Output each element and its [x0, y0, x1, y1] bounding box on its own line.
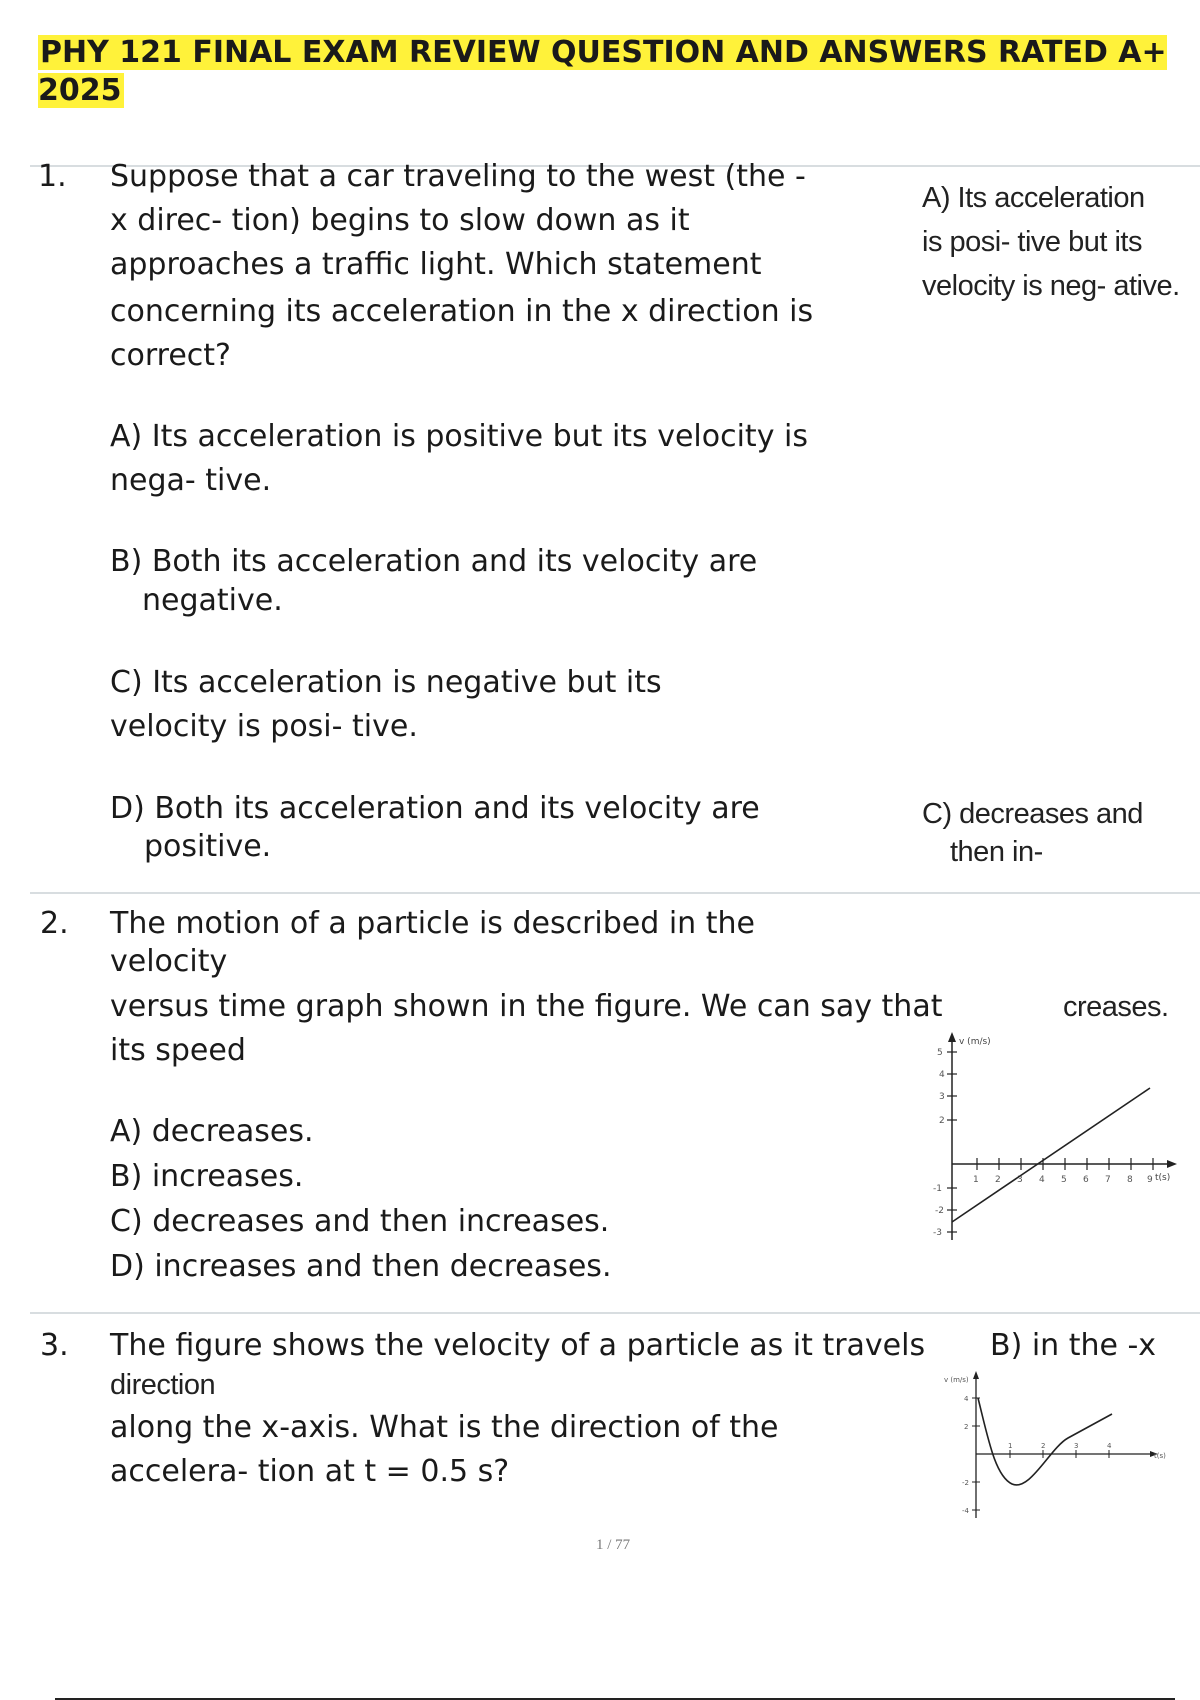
- q3-line-2: direction: [110, 1369, 216, 1401]
- q2-x-ticklabel-7: 7: [1105, 1175, 1111, 1185]
- q1-option-d-line-1: D) Both its acceleration and its velocity are: [110, 791, 760, 826]
- q2-line-3: versus time graph shown in the figure. We can say that: [110, 989, 943, 1024]
- q2-x-ticklabel-4: 4: [1039, 1175, 1045, 1185]
- q3-x-ticklabel-2: 2: [1041, 1442, 1046, 1450]
- q2-option-a: A) decreases.: [110, 1114, 314, 1149]
- q2-line-3-side: creases.: [1063, 991, 1169, 1023]
- q2-number: 2.: [40, 906, 69, 941]
- q3-y-ticklabel-m4: -4: [962, 1507, 969, 1515]
- q1-option-c-line-2: velocity is posi- tive.: [110, 709, 418, 744]
- q1-option-a-line-1: A) Its acceleration is positive but its velocity is: [110, 419, 808, 454]
- q2-y-ticklabel-m2: -2: [935, 1206, 944, 1216]
- q3-y-label: v (m/s): [944, 1376, 969, 1384]
- q1-answer-line-3: velocity is neg- ative.: [922, 270, 1180, 302]
- q1-option-d-line-2: positive.: [144, 829, 272, 864]
- q2-x-ticklabel-1: 1: [973, 1175, 979, 1185]
- q2-y-ticklabel-m1: -1: [933, 1184, 942, 1194]
- q3-velocity-graph: [940, 1368, 1170, 1523]
- q2-side-line-1: C) decreases and: [922, 798, 1143, 830]
- q2-option-c: C) decreases and then increases.: [110, 1204, 610, 1239]
- q2-line-2: velocity: [110, 944, 228, 979]
- title-highlight: PHY 121 FINAL EXAM REVIEW QUESTION AND ANSWERS RATED A+ 2025: [38, 35, 1167, 108]
- q3-line-1-side: B) in the -x: [990, 1328, 1157, 1363]
- q2-x-label: t(s): [1155, 1173, 1171, 1183]
- q1-answer-line-2: is posi- tive but its: [922, 226, 1142, 258]
- q2-line-4: its speed: [110, 1033, 246, 1068]
- q2-velocity-line: [952, 1088, 1150, 1222]
- q2-y-arrow: [948, 1032, 956, 1042]
- q1-line-3: approaches a traffic light. Which statement: [110, 247, 762, 282]
- q3-line-1: The figure shows the velocity of a particle as it travels: [110, 1328, 926, 1363]
- q1-line-2: x direc- tion) begins to slow down as it: [110, 203, 690, 238]
- q3-y-ticklabel-4: 4: [964, 1395, 969, 1403]
- q3-x-ticklabel-1: 1: [1008, 1442, 1013, 1450]
- page-title: [38, 34, 1168, 110]
- q1-option-b-line-2: negative.: [142, 583, 283, 618]
- q2-y-ticklabel-5: 5: [937, 1048, 943, 1058]
- divider-3: [30, 1312, 1200, 1314]
- q2-option-b: B) increases.: [110, 1159, 304, 1194]
- q2-y-ticklabel-4: 4: [939, 1070, 945, 1080]
- page-number: 1 / 77: [596, 1537, 631, 1553]
- q2-option-d: D) increases and then decreases.: [110, 1249, 612, 1284]
- q2-x-ticklabel-3: 3: [1017, 1175, 1023, 1185]
- q1-answer-line-1: A) Its acceleration: [922, 182, 1145, 214]
- q3-line-4: accelera- tion at t = 0.5 s?: [110, 1454, 510, 1489]
- q2-x-ticklabel-8: 8: [1127, 1175, 1133, 1185]
- q1-line-4: concerning its acceleration in the x direction is: [110, 294, 814, 329]
- q3-x-ticklabel-4: 4: [1107, 1442, 1112, 1450]
- divider-2: [30, 892, 1200, 894]
- q2-line-1: The motion of a particle is described in the: [110, 906, 755, 941]
- q3-y-ticklabel-2: 2: [964, 1423, 969, 1431]
- q1-line-1: Suppose that a car traveling to the west (the -: [110, 159, 806, 194]
- q2-y-label: v (m/s): [959, 1037, 991, 1047]
- q2-y-ticklabel-3: 3: [939, 1092, 945, 1102]
- q3-y-ticklabel-m2: -2: [962, 1479, 969, 1487]
- q1-number: 1.: [38, 159, 67, 194]
- q1-option-b-line-1: B) Both its acceleration and its velocity are: [110, 544, 758, 579]
- q2-x-ticklabel-6: 6: [1083, 1175, 1089, 1185]
- q1-line-5: correct?: [110, 338, 231, 373]
- q1-option-c-line-1: C) Its acceleration is negative but its: [110, 665, 662, 700]
- q2-x-ticklabel-5: 5: [1061, 1175, 1067, 1185]
- q3-line-3: along the x-axis. What is the direction of the: [110, 1410, 779, 1445]
- q2-side-line-2: then in-: [950, 836, 1043, 868]
- q2-velocity-graph: [925, 1030, 1185, 1245]
- q3-number: 3.: [40, 1328, 69, 1363]
- q2-x-arrow: [1167, 1160, 1177, 1168]
- q1-option-a-line-2: nega- tive.: [110, 463, 272, 498]
- q2-y-ticklabel-m3: -3: [933, 1228, 942, 1238]
- q3-x-label: t(s): [1154, 1452, 1166, 1460]
- q2-y-ticklabel-2: 2: [939, 1116, 945, 1126]
- q3-x-ticklabel-3: 3: [1074, 1442, 1079, 1450]
- q3-y-arrow: [973, 1371, 979, 1379]
- q2-x-ticklabel-9: 9: [1147, 1175, 1153, 1185]
- q2-x-ticklabel-2: 2: [995, 1175, 1001, 1185]
